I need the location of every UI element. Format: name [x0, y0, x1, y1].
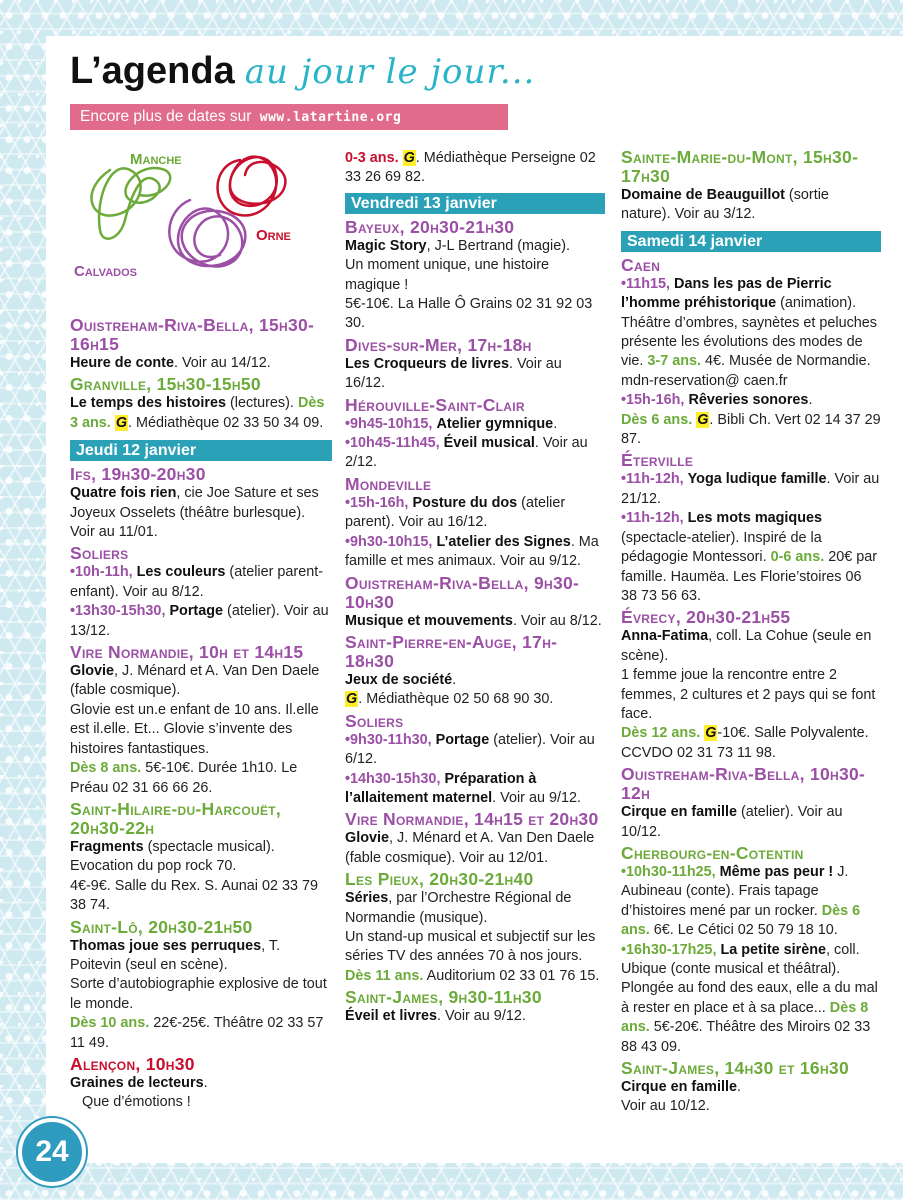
event-time: •15h-16h,	[345, 494, 409, 511]
location-heading: Bayeux, 20h30-21h30	[345, 216, 515, 237]
event-title: Heure de conte	[70, 355, 174, 371]
event-time: •10h-11h,	[70, 564, 133, 581]
event-title: Cirque en famille	[621, 1079, 737, 1096]
age-label: Dès 8 ans.	[621, 999, 869, 1036]
location-heading: Dives-sur-Mer, 17h-18h	[345, 334, 532, 355]
location-heading: Soliers	[70, 543, 129, 564]
location-heading: Alençon, 10h30	[70, 1053, 195, 1074]
event-info: . Médiathèque 02 50 68 90 30.	[358, 691, 554, 708]
event-title: Éveil et livres	[345, 1008, 438, 1025]
event-info: 5€-10€. Durée 1h10. Le Préau 02 31 66 66 26.	[70, 760, 298, 796]
event-title: Jeux de société	[345, 671, 453, 688]
event	[70, 394, 332, 433]
event-info: . Médiathèque Perseigne 02 33 26 69 82.	[345, 150, 596, 186]
age-label: Dès 8 ans.	[70, 760, 142, 777]
event-time: •13h30-15h30,	[70, 603, 166, 620]
event-info: -10€. Salle Polyvalente. CCVDO 02 31 73 11 98.	[621, 725, 869, 761]
event	[70, 937, 332, 976]
event	[345, 415, 605, 434]
free-badge: G	[115, 414, 128, 431]
event	[621, 391, 881, 410]
location-heading: Saint-James, 14h30 et 16h30	[621, 1058, 849, 1079]
date-header: Samedi 14 janvier	[621, 231, 881, 252]
event	[70, 602, 332, 641]
event-text: (animation).	[776, 295, 857, 312]
event-text: (sortie nature). Voir au 3/12.	[621, 187, 829, 223]
event-info: . Médiathèque 02 33 50 34 09.	[128, 414, 324, 431]
event-text: (spectacle musical).	[143, 838, 275, 855]
event	[345, 690, 605, 709]
location-heading: Ifs, 19h30-20h30	[70, 464, 206, 485]
title-script: au jour le jour...	[244, 52, 536, 92]
free-badge: G	[346, 691, 358, 708]
event-time: •14h30-15h30,	[345, 770, 441, 787]
location-heading: Saint-Lô, 20h30-21h50	[70, 916, 253, 937]
event	[621, 186, 881, 225]
page-title	[70, 50, 535, 93]
event	[70, 838, 332, 857]
map-label-orne: Orne	[256, 227, 291, 244]
column-2	[345, 149, 605, 1027]
age-label: Dès 10 ans.	[70, 1015, 150, 1032]
location-heading: Vire Normandie, 10h et 14h15	[70, 642, 304, 663]
free-badge: G	[705, 725, 717, 742]
location-heading: Éterville	[621, 450, 694, 471]
event	[621, 941, 881, 1057]
event	[345, 770, 605, 809]
event-title: Portage	[169, 603, 224, 620]
subtitle-text: Encore plus de dates sur	[80, 108, 252, 125]
event	[621, 1078, 881, 1097]
event	[70, 354, 332, 373]
event-description: Un stand-up musical et subjectif sur les séries TV des années 70 à nos jours.	[345, 928, 596, 965]
event-text: (atelier). Voir au 10/12.	[621, 804, 843, 840]
location-heading: Ouistreham-Riva-Bella, 10h30-12h	[621, 764, 866, 804]
event-title: Yoga ludique famille	[687, 471, 827, 488]
event-text: , cie Joe Sature et ses Joyeux Osselets (théâtre burlesque). Voir au 11/01.	[70, 485, 319, 541]
event-title: La petite sirène	[720, 941, 827, 958]
event-time: •11h-12h,	[621, 510, 684, 527]
page-number: 24	[18, 1118, 86, 1186]
event	[345, 967, 605, 986]
scribble-calvados	[169, 200, 245, 267]
event-text: (atelier parent). Voir au 16/12.	[345, 494, 566, 531]
event-info: 20€ par famille. Haumëa. Les Florie’stoires 06 38 73 56 63.	[621, 549, 878, 604]
location-heading: Mondeville	[345, 473, 432, 494]
website-link[interactable]: www.latartine.org	[259, 110, 402, 125]
location-heading: Évrecy, 20h30-21h55	[621, 607, 791, 628]
event-text: , coll. Ubique (conte musical et théâtral). Plongée au fond des eaux, elle a du mal à rester en place et à sa place...	[621, 941, 878, 1016]
event	[621, 627, 881, 666]
event-title: Éveil musical	[443, 435, 535, 452]
event	[621, 803, 881, 842]
event-text: (spectacle-atelier). Inspiré de la pédagogie Montessori.	[621, 529, 822, 566]
age-label: Dès 6 ans.	[621, 411, 693, 428]
age-label: Dès 6 ans.	[621, 902, 861, 939]
event-time: •10h45-11h45,	[345, 435, 440, 452]
event-time: •11h15,	[621, 275, 671, 292]
location-heading: Saint-Hilaire-du-Harcouët, 20h30-22h	[70, 798, 282, 838]
event	[621, 275, 881, 314]
event-text: . Ma famille et mes animaux. Voir au 9/12.	[345, 533, 599, 570]
event-description: Que d’émotions !	[82, 1094, 191, 1111]
location-heading: Granville, 15h30-15h50	[70, 374, 261, 395]
event-description: Sorte d’autobiographie explosive de tout le monde.	[70, 976, 327, 1012]
event	[345, 671, 605, 690]
event	[70, 563, 332, 602]
event	[70, 1074, 332, 1093]
event	[345, 889, 605, 928]
event-text: , J. Ménard et A. Van Den Daele (fable cosmique).	[70, 663, 320, 699]
event-text: (lectures).	[225, 395, 294, 412]
title-main: L’agenda	[70, 50, 235, 92]
event-description: Glovie est un.e enfant de 10 ans. Il.elle est il.elle. Et... Glovie s’invente des histoires fantastiques.	[70, 701, 319, 757]
event-time: •9h30-10h15,	[345, 533, 433, 550]
event	[621, 314, 881, 392]
event-description: Théâtre d’ombres, saynètes et peluches présente les évolutions des modes de vie.	[621, 314, 877, 370]
event-time: •15h-16h,	[621, 392, 685, 409]
event-text: . Voir au 14/12.	[173, 355, 271, 371]
event	[345, 355, 605, 394]
age-label: 0-3 ans.	[345, 150, 399, 166]
event-title: Les Croqueurs de livres	[345, 355, 509, 372]
location-heading: Sainte-Marie-du-Mont, 15h30-17h30	[621, 147, 859, 186]
event	[345, 149, 605, 188]
event	[345, 731, 605, 770]
event-info: 4€-9€. Salle du Rex. S. Aunai 02 33 79 38 74.	[70, 877, 319, 914]
event-text: .	[736, 1079, 741, 1096]
event	[621, 863, 881, 941]
event-text: .	[452, 671, 457, 688]
event-title: L’atelier des Signes	[436, 533, 571, 550]
location-heading: Saint-James, 9h30-11h30	[345, 987, 542, 1008]
event	[70, 759, 332, 798]
event-time: •9h30-11h30,	[345, 731, 432, 748]
event-title: Thomas joue ses perruques	[70, 937, 262, 954]
event-text: (atelier). Voir au 6/12.	[345, 731, 595, 768]
event	[345, 829, 605, 868]
event-title: Les mots magiques	[687, 510, 822, 527]
event	[345, 533, 605, 572]
event-text: . Voir au 16/12.	[345, 355, 562, 392]
event-time: •10h30-11h25,	[621, 863, 716, 880]
event-text: . Voir au 9/12.	[437, 1008, 526, 1025]
age-label: Dès 11 ans.	[345, 967, 424, 984]
event-text: , J-L Bertrand (magie).	[426, 237, 570, 254]
event-text: J. Aubineau (conte). Frais tapage d’histoires mené par un rocker.	[621, 863, 849, 919]
event-info: 6€. Le Cétici 02 50 79 18 10.	[649, 922, 838, 939]
event-text: , par l’Orchestre Régional de Normandie (musique).	[345, 890, 572, 926]
free-badge: G	[403, 150, 415, 166]
event	[345, 612, 605, 631]
column-3	[621, 146, 881, 1117]
event-text: .	[808, 392, 813, 409]
event-text: .	[203, 1074, 208, 1091]
event-text: (atelier parent-enfant). Voir au 8/12.	[70, 564, 324, 600]
age-label: Dès 3 ans.	[70, 395, 325, 431]
date-header: Vendredi 13 janvier	[345, 193, 605, 214]
event-info: Auditorium 02 33 01 76 15.	[423, 967, 600, 984]
event-text: (atelier). Voir au 13/12.	[70, 603, 329, 639]
location-heading: Ouistreham-Riva-Bella, 15h30-16h15	[70, 315, 315, 354]
age-label: 0-6 ans.	[770, 549, 825, 566]
age-label: 3-7 ans.	[647, 353, 701, 370]
event-description: Un moment unique, une histoire magique !	[345, 257, 549, 293]
event	[70, 662, 332, 701]
event-info: 22€-25€. Théâtre 02 33 57 11 49.	[70, 1015, 324, 1051]
event-text: , J. Ménard et A. Van Den Daele (fable cosmique). Voir au 12/01.	[345, 830, 595, 866]
event	[345, 494, 605, 533]
event-info: 5€-20€. Théâtre des Miroirs 02 33 88 43 09.	[621, 1019, 871, 1055]
location-heading: Saint-Pierre-en-Auge, 17h-18h30	[345, 631, 558, 671]
event-text: , coll. La Cohue (seule en scène).	[621, 628, 872, 664]
event-title: Préparation à l’allaitement maternel	[345, 770, 537, 806]
event-title: Les couleurs	[136, 564, 226, 581]
location-heading: Soliers	[345, 710, 404, 731]
scribble-orne	[218, 157, 286, 216]
event-info: . Bibli Ch. Vert 02 14 37 29 87.	[621, 411, 881, 448]
event-time: •11h-12h,	[621, 471, 684, 488]
event-text: .	[553, 415, 558, 432]
event-text: . Voir au 21/12.	[621, 471, 880, 507]
scribble-manche	[91, 168, 170, 239]
location-heading: Les Pieux, 20h30-21h40	[345, 869, 534, 890]
event	[70, 484, 332, 542]
event-title: Magic Story	[345, 237, 427, 254]
event-title: Fragments	[70, 838, 144, 855]
event	[621, 509, 881, 606]
event-text: . Voir au 8/12.	[512, 612, 602, 629]
event-title: Domaine de Beauguillot	[621, 187, 785, 203]
location-heading: Hérouville-Saint-Clair	[345, 394, 525, 415]
age-label: Dès 12 ans.	[621, 725, 701, 742]
event-title: Graines de lecteurs	[70, 1074, 204, 1091]
map-label-calvados: Calvados	[74, 263, 137, 280]
event-description: Evocation du pop rock 70.	[70, 858, 237, 875]
event	[621, 411, 881, 450]
event-title: Séries	[345, 890, 389, 907]
event-text: . Voir au 9/12.	[492, 789, 581, 806]
region-map	[70, 140, 325, 290]
location-heading: Vire Normandie, 14h15 et 20h30	[345, 809, 599, 830]
event-description: 1 femme joue la rencontre entre 2 femmes, 2 cultures et 2 pays qui se font face.	[621, 667, 876, 722]
event-title: Glovie	[70, 663, 114, 680]
event-text: . Voir au 2/12.	[345, 435, 588, 471]
location-heading: Caen	[621, 254, 661, 275]
event-title: Atelier gymnique	[436, 415, 554, 432]
event	[621, 470, 881, 509]
event	[70, 1014, 332, 1053]
location-heading: Cherbourg-en-Cotentin	[621, 842, 804, 863]
event-title: Portage	[435, 731, 490, 748]
free-badge: G	[697, 411, 709, 428]
event-title: Anna-Fatima	[621, 628, 709, 645]
event-title: Dans les pas de Pierric l’homme préhistorique	[621, 275, 832, 312]
event-info: 5€-10€. La Halle Ô Grains 02 31 92 03 30.	[345, 296, 593, 332]
event	[345, 237, 605, 256]
event-title: Le temps des histoires	[70, 395, 226, 412]
column-1	[70, 314, 332, 1113]
event-time: •9h45-10h15,	[345, 415, 433, 432]
subtitle-banner	[70, 104, 508, 130]
event	[345, 434, 605, 473]
event-title: Musique et mouvements	[345, 612, 513, 629]
event-title: Glovie	[345, 830, 389, 847]
event-text: , T. Poitevin (seul en scène).	[70, 937, 281, 973]
event-info: 4€. Musée de Normandie. mdn-reservation@ caen.fr	[621, 353, 871, 389]
event-title: Même pas peur !	[719, 863, 834, 880]
event	[345, 1007, 605, 1026]
event-title: Rêveries sonores	[688, 392, 809, 409]
event-info: Voir au 10/12.	[621, 1098, 710, 1115]
location-heading: Ouistreham-Riva-Bella, 9h30-10h30	[345, 572, 580, 612]
event-time: •16h30-17h25,	[621, 941, 717, 958]
map-label-manche: Manche	[130, 151, 182, 168]
event	[621, 724, 881, 763]
event-title: Quatre fois rien	[70, 485, 177, 502]
date-header: Jeudi 12 janvier	[70, 440, 332, 461]
event-title: Cirque en famille	[621, 804, 737, 821]
event-title: Posture du dos	[412, 494, 518, 511]
